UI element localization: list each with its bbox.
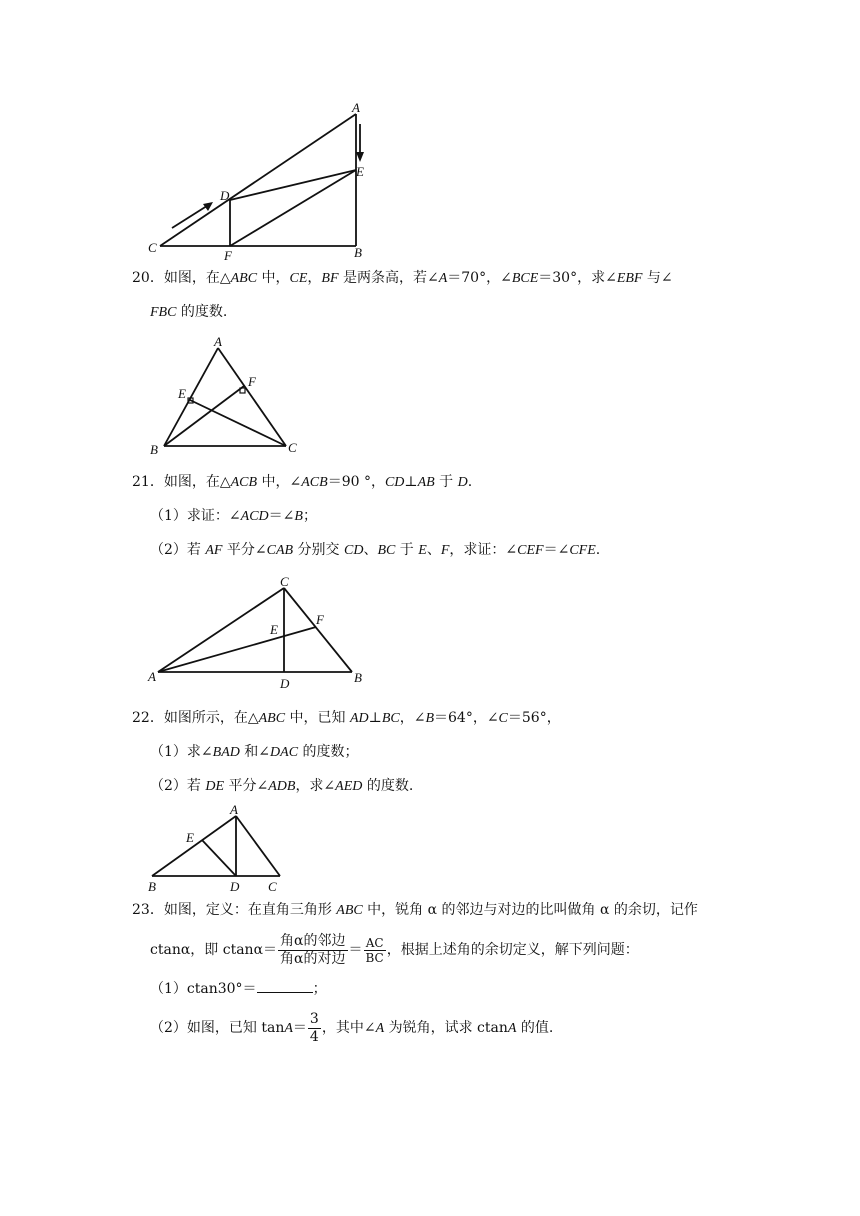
label-a: A	[148, 669, 156, 684]
q23-part2: （2）如图，已知 tanA＝ $\frac{3}{4}$ ，其中∠A 为锐角，试求 ctanA 的值.	[150, 1010, 554, 1045]
q23-line2: ctanα，即 ctanα＝ $\frac{\text{角α的邻边}}{\text{角α的对边}}$ ＝ $\frac{AC}{BC}$ ，根据上述角的余切定义，解下列问题：	[150, 932, 639, 967]
q23-part1: （1）ctan30°＝ ；	[150, 978, 327, 999]
q22-line1: 22．如图所示，在△ABC 中，已知 AD⊥BC，∠B＝64°，∠C＝56°，	[132, 710, 561, 726]
label-f: F	[248, 374, 256, 389]
label-f: F	[316, 612, 324, 627]
fraction-three-quarters: $\frac{3}{4}$	[309, 1010, 319, 1045]
label-b: B	[354, 245, 362, 260]
q21-line1: 21．如图，在△ACB 中，∠ACB＝90 °，CD⊥AB 于 D.	[132, 474, 473, 490]
figure-q19	[144, 100, 374, 265]
label-c: C	[148, 240, 157, 255]
fraction-ac-bc: $\frac{AC}{BC}$	[365, 935, 384, 965]
q21-part1: （1）求证：∠ACD＝∠B；	[150, 508, 317, 524]
q22-part2: （2）若 DE 平分∠ADB，求∠AED 的度数.	[150, 778, 414, 794]
label-a: A	[214, 334, 222, 349]
label-e: E	[178, 386, 186, 401]
label-e: E	[356, 164, 364, 179]
label-b: B	[148, 879, 156, 894]
answer-blank[interactable]	[257, 978, 313, 993]
figure-q22	[144, 802, 294, 894]
label-a: A	[352, 100, 360, 115]
fraction-definition: $\frac{\text{角α的邻边}}{\text{角α的对边}}$	[280, 932, 346, 967]
label-e: E	[186, 830, 194, 845]
q22-part1: （1）求∠BAD 和∠DAC 的度数；	[150, 744, 359, 760]
label-d: D	[230, 879, 240, 894]
label-c: C	[280, 574, 289, 589]
label-c: C	[268, 879, 277, 894]
q23-line1: 23．如图，定义：在直角三角形 ABC 中，锐角 α 的邻边与对边的比叫做角 α 的余切，记作	[132, 902, 698, 918]
label-d: D	[220, 188, 230, 203]
label-e: E	[270, 622, 278, 637]
q20-line2: FBC 的度数.	[150, 304, 228, 320]
q21-part2: （2）若 AF 平分∠CAB 分别交 CD、BC 于 E、F，求证：∠CEF＝∠CFE.	[150, 542, 601, 558]
label-a: A	[230, 802, 238, 817]
figure-q21	[144, 572, 374, 692]
label-c: C	[288, 440, 297, 455]
label-b: B	[354, 670, 362, 685]
q20-line1: 20．如图，在△ABC 中，CE，BF 是两条高，若∠A＝70°，∠BCE＝30°，求∠EBF 与∠	[132, 270, 673, 286]
label-b: B	[150, 442, 158, 457]
label-d: D	[280, 676, 290, 691]
label-f: F	[224, 248, 232, 263]
figure-q20	[144, 334, 304, 458]
